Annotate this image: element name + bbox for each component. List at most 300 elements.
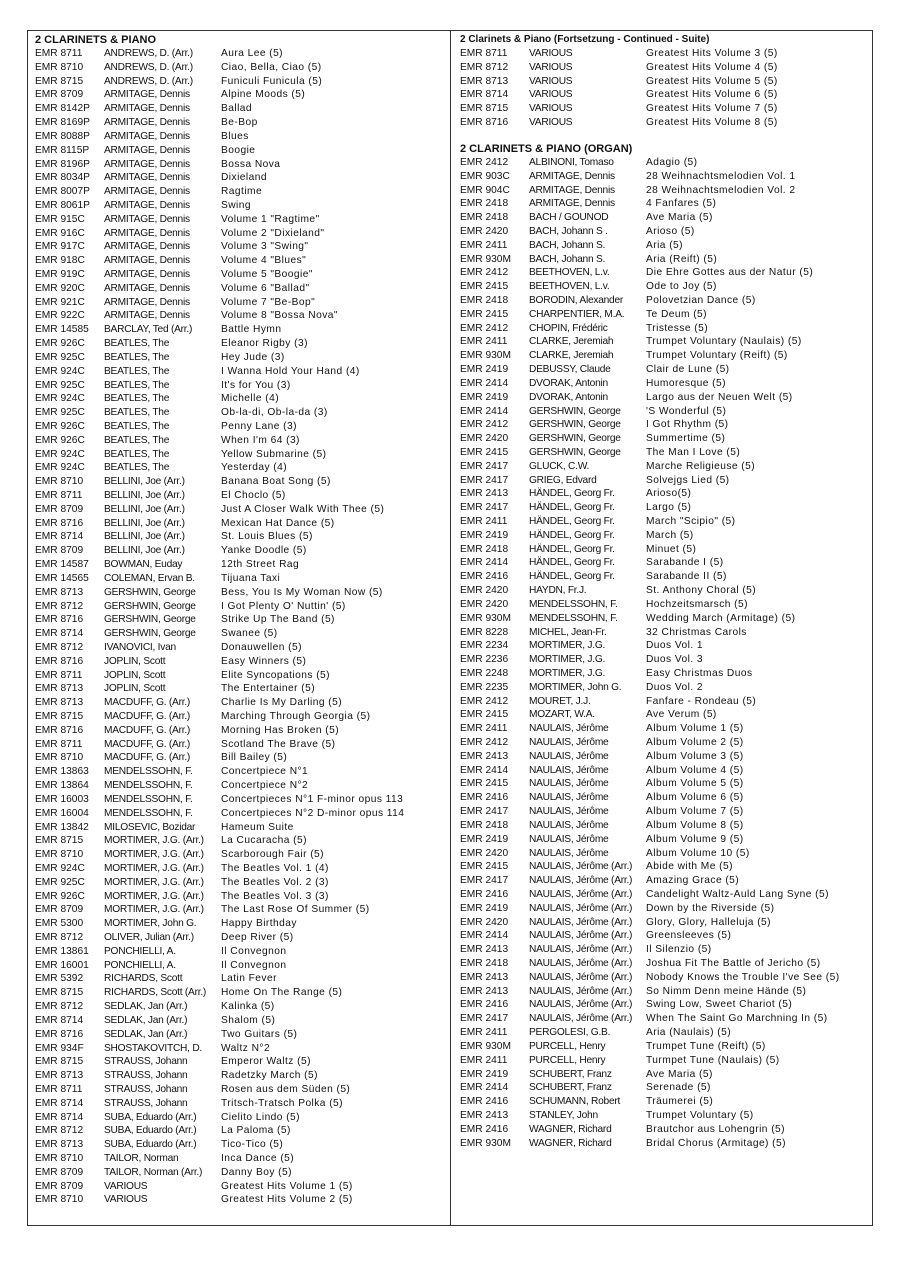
- composer: VARIOUS: [529, 61, 573, 73]
- work-title: Cielito Lindo (5): [221, 1111, 300, 1123]
- catalog-number: EMR 2412: [460, 419, 509, 431]
- catalog-number: EMR 8710: [35, 1194, 84, 1206]
- composer: GLUCK, C.W.: [529, 460, 590, 472]
- composer: ARMITAGE, Dennis: [104, 296, 190, 308]
- catalog-number: EMR 8713: [460, 75, 509, 87]
- composer: SCHUMANN, Robert: [529, 1096, 621, 1108]
- work-title: Te Deum (5): [646, 308, 707, 320]
- work-title: Summertime (5): [646, 433, 726, 445]
- work-title: Adagio (5): [646, 156, 698, 168]
- catalog-number: EMR 926C: [35, 890, 85, 902]
- composer: SEDLAK, Jan (Arr.): [104, 1028, 188, 1040]
- composer: BACH / GOUNOD: [529, 212, 609, 224]
- composer: NAULAIS, Jérôme (Arr.): [529, 985, 633, 997]
- work-title: Greensleeves (5): [646, 930, 732, 942]
- catalog-row: [35, 434, 445, 448]
- catalog-number: EMR 8710: [35, 61, 84, 73]
- catalog-row: [460, 708, 868, 722]
- work-title: Rosen aus dem Süden (5): [221, 1083, 351, 1095]
- composer: ARMITAGE, Dennis: [104, 255, 190, 267]
- catalog-number: EMR 2413: [460, 985, 509, 997]
- work-title: Bill Bailey (5): [221, 752, 288, 764]
- composer: CLARKE, Jeremiah: [529, 336, 614, 348]
- catalog-row: [460, 653, 868, 667]
- catalog-row: [460, 957, 868, 971]
- work-title: Nobody Knows the Trouble I've See (5): [646, 971, 840, 983]
- composer: ARMITAGE, Dennis: [104, 130, 190, 142]
- composer: BEATLES, The: [104, 407, 170, 419]
- catalog-row: [460, 1054, 868, 1068]
- catalog-row: [35, 710, 445, 724]
- catalog-row: [35, 61, 445, 75]
- catalog-row: [460, 1137, 868, 1151]
- catalog-number: EMR 2417: [460, 460, 509, 472]
- work-title: Album Volume 1 (5): [646, 723, 744, 735]
- catalog-number: EMR 2419: [460, 529, 509, 541]
- work-title: Album Volume 6 (5): [646, 792, 744, 804]
- catalog-row: [35, 544, 445, 558]
- composer: TAILOR, Norman: [104, 1153, 179, 1164]
- work-title: Sarabande II (5): [646, 571, 727, 583]
- work-title: Scotland The Brave (5): [221, 738, 336, 750]
- work-title: Clair de Lune (5): [646, 364, 730, 376]
- composer: BEATLES, The: [104, 448, 170, 460]
- catalog-number: EMR 8713: [35, 586, 84, 598]
- catalog-number: EMR 8713: [35, 683, 84, 695]
- catalog-row: [460, 460, 868, 474]
- catalog-number: EMR 2419: [460, 364, 509, 376]
- composer: MENDELSSOHN, F.: [104, 780, 193, 792]
- catalog-number: EMR 2418: [460, 198, 509, 210]
- catalog-number: EMR 2418: [460, 295, 509, 306]
- composer: NAULAIS, Jérôme (Arr.): [529, 916, 633, 928]
- catalog-number: EMR 2420: [460, 585, 509, 597]
- work-title: Morning Has Broken (5): [221, 724, 340, 736]
- composer: SEDLAK, Jan (Arr.): [104, 1001, 188, 1013]
- composer: BELLINI, Joe (Arr.): [104, 490, 185, 501]
- catalog-number: EMR 2411: [460, 1027, 508, 1039]
- catalog-row: [35, 1097, 445, 1111]
- section-title-organ: 2 CLARINETS & PIANO (ORGAN): [460, 142, 633, 155]
- catalog-row: [460, 902, 868, 916]
- catalog-row: [35, 392, 445, 406]
- catalog-number: EMR 13864: [35, 780, 89, 792]
- catalog-number: EMR 925C: [35, 407, 85, 419]
- catalog-row: [35, 475, 445, 489]
- composer: GERSHWIN, George: [529, 433, 621, 445]
- catalog-number: EMR 8034P: [35, 172, 90, 184]
- composer: NAULAIS, Jérôme: [529, 750, 609, 762]
- catalog-row: [35, 807, 445, 821]
- catalog-row: [35, 337, 445, 351]
- composer: DVORAK, Antonin: [529, 377, 608, 389]
- catalog-number: EMR 2414: [460, 764, 509, 776]
- composer: BEATLES, The: [104, 393, 170, 405]
- work-title: Easy Christmas Duos: [646, 667, 753, 679]
- catalog-row: [460, 253, 868, 267]
- composer: CHARPENTIER, M.A.: [529, 308, 625, 320]
- catalog-row: [35, 116, 445, 130]
- work-title: Volume 5 "Boogie": [221, 269, 313, 280]
- catalog-row: [35, 365, 445, 379]
- catalog-row: [460, 529, 868, 543]
- catalog-number: EMR 2412: [460, 267, 509, 279]
- composer: PONCHIELLI, A.: [104, 945, 176, 957]
- work-title: Down by the Riverside (5): [646, 902, 775, 914]
- catalog-row: [460, 695, 868, 709]
- catalog-number: EMR 2248: [460, 667, 509, 679]
- composer: GERSHWIN, George: [529, 405, 621, 417]
- catalog-number: EMR 2411: [460, 336, 508, 348]
- work-title: Duos Vol. 2: [646, 681, 704, 693]
- catalog-row: [460, 916, 868, 930]
- work-title: Brautchor aus Lohengrin (5): [646, 1123, 786, 1135]
- work-title: Concertpiece N°1: [221, 766, 309, 778]
- catalog-number: EMR 2415: [460, 308, 509, 320]
- catalog-number: EMR 8228: [460, 626, 509, 638]
- catalog-number: EMR 917C: [35, 241, 85, 253]
- composer: ARMITAGE, Dennis: [104, 241, 190, 253]
- work-title: Album Volume 4 (5): [646, 764, 744, 776]
- work-title: The Beatles Vol. 1 (4): [221, 862, 329, 874]
- work-title: When The Saint Go Marchning In (5): [646, 1013, 828, 1025]
- composer: BEATLES, The: [104, 462, 170, 474]
- catalog-row: [460, 736, 868, 750]
- composer: STRAUSS, Johann: [104, 1097, 188, 1109]
- catalog-row: [460, 639, 868, 653]
- work-title: Volume 4 "Blues": [221, 255, 307, 267]
- work-title: Waltz N°2: [221, 1042, 271, 1054]
- catalog-number: EMR 2417: [460, 502, 509, 514]
- catalog-row: [35, 876, 445, 890]
- catalog-number: EMR 926C: [35, 420, 85, 432]
- catalog-number: EMR 8709: [35, 545, 84, 557]
- work-title: Album Volume 8 (5): [646, 819, 744, 831]
- catalog-number: EMR 2416: [460, 1096, 509, 1108]
- work-title: Arioso(5): [646, 488, 692, 500]
- catalog-row: [35, 1180, 445, 1194]
- catalog-row: [35, 296, 445, 310]
- catalog-row: [35, 641, 445, 655]
- work-title: Greatest Hits Volume 3 (5): [646, 48, 778, 59]
- composer: ARMITAGE, Dennis: [104, 158, 190, 170]
- work-title: Bridal Chorus (Armitage) (5): [646, 1137, 786, 1149]
- catalog-row: [460, 1123, 868, 1137]
- catalog-row: [35, 240, 445, 254]
- catalog-number: EMR 2413: [460, 1109, 509, 1121]
- catalog-number: EMR 2420: [460, 916, 509, 928]
- work-title: I Got Plenty O' Nuttin' (5): [221, 600, 346, 612]
- work-title: Tritsch-Tratsch Polka (5): [221, 1097, 344, 1109]
- composer: ARMITAGE, Dennis: [104, 144, 190, 156]
- work-title: Hey Jude (3): [221, 351, 285, 363]
- work-title: Aria (Naulais) (5): [646, 1027, 732, 1039]
- catalog-row: [35, 600, 445, 614]
- work-title: Yellow Submarine (5): [221, 448, 327, 460]
- composer: MOURET, J.J.: [529, 695, 591, 707]
- composer: VARIOUS: [104, 1180, 148, 1192]
- catalog-row: [460, 847, 868, 861]
- composer: SUBA, Eduardo (Arr.): [104, 1125, 197, 1137]
- catalog-number: EMR 8714: [35, 1097, 84, 1109]
- work-title: Wedding March (Armitage) (5): [646, 612, 796, 624]
- composer: PURCELL, Henry: [529, 1054, 606, 1066]
- composer: MACDUFF, G. (Arr.): [104, 711, 191, 722]
- composer: NAULAIS, Jérôme: [529, 847, 609, 859]
- work-title: Penny Lane (3): [221, 420, 297, 432]
- catalog-number: EMR 2420: [460, 225, 509, 237]
- catalog-row: [460, 570, 868, 584]
- work-title: Aria (Reift) (5): [646, 253, 718, 265]
- composer: CHOPIN, Frédéric: [529, 322, 608, 334]
- composer: SEDLAK, Jan (Arr.): [104, 1014, 188, 1026]
- work-title: Concertpieces N°1 F-minor opus 113: [221, 793, 404, 805]
- catalog-number: EMR 930M: [460, 350, 511, 362]
- composer: ARMITAGE, Dennis: [104, 117, 190, 129]
- catalog-row: [460, 1109, 868, 1123]
- catalog-number: EMR 2415: [460, 446, 509, 458]
- composer: BEETHOVEN, L.v.: [529, 281, 610, 293]
- catalog-row: [35, 1166, 445, 1180]
- work-title: Home On The Range (5): [221, 987, 343, 999]
- catalog-number: EMR 8196P: [35, 158, 90, 170]
- catalog-number: EMR 8712: [35, 600, 84, 612]
- catalog-number: EMR 14585: [35, 324, 89, 336]
- composer: BEATLES, The: [104, 434, 170, 446]
- catalog-row: [35, 862, 445, 876]
- work-title: Volume 2 "Dixieland": [221, 227, 325, 239]
- composer: MORTIMER, J.G.: [529, 640, 606, 652]
- composer: BACH, Johann S.: [529, 253, 606, 265]
- composer: NAULAIS, Jérôme: [529, 764, 609, 776]
- catalog-number: EMR 924C: [35, 462, 85, 474]
- catalog-row: [35, 1069, 445, 1083]
- catalog-number: EMR 2411: [460, 239, 508, 251]
- catalog-row: [35, 517, 445, 531]
- catalog-row: [460, 308, 868, 322]
- catalog-number: EMR 916C: [35, 227, 85, 239]
- catalog-row: [35, 1111, 445, 1125]
- composer: MACDUFF, G. (Arr.): [104, 697, 191, 709]
- work-title: Trumpet Voluntary (5): [646, 1109, 754, 1121]
- catalog-row: [460, 777, 868, 791]
- composer: DEBUSSY, Claude: [529, 364, 611, 376]
- catalog-number: EMR 8715: [35, 987, 84, 999]
- catalog-row: [35, 1055, 445, 1069]
- composer: PERGOLESI, G.B.: [529, 1027, 611, 1039]
- work-title: March "Scipio" (5): [646, 516, 736, 527]
- catalog-row: [35, 669, 445, 683]
- catalog-number: EMR 8711: [35, 669, 83, 681]
- catalog-number: EMR 8715: [35, 1056, 84, 1068]
- work-title: La Cucaracha (5): [221, 835, 307, 847]
- catalog-row: [460, 211, 868, 225]
- catalog-number: EMR 903C: [460, 170, 510, 182]
- catalog-number: EMR 922C: [35, 310, 85, 322]
- composer: GERSHWIN, George: [529, 446, 621, 458]
- composer: BEATLES, The: [104, 365, 170, 377]
- catalog-number: EMR 8712: [460, 61, 509, 73]
- catalog-row: [460, 501, 868, 515]
- work-title: Volume 7 "Be-Bop": [221, 296, 316, 308]
- catalog-number: EMR 8712: [35, 641, 84, 653]
- catalog-number: EMR 8714: [460, 89, 509, 101]
- catalog-row: [35, 765, 445, 779]
- work-title: Candelight Waltz-Auld Lang Syne (5): [646, 888, 829, 900]
- composer: BARCLAY, Ted (Arr.): [104, 324, 193, 336]
- work-title: Amazing Grace (5): [646, 875, 740, 887]
- catalog-number: EMR 8716: [35, 1028, 84, 1040]
- catalog-row: [35, 572, 445, 586]
- catalog-number: EMR 925C: [35, 876, 85, 888]
- composer: VARIOUS: [529, 117, 573, 129]
- catalog-number: EMR 8712: [35, 1001, 84, 1013]
- composer: COLEMAN, Ervan B.: [104, 572, 195, 584]
- catalog-number: EMR 920C: [35, 282, 85, 294]
- work-title: Largo (5): [646, 502, 692, 514]
- composer: SCHUBERT, Franz: [529, 1068, 612, 1080]
- composer: NAULAIS, Jérôme (Arr.): [529, 930, 633, 942]
- composer: HÄNDEL, Georg Fr.: [529, 557, 615, 569]
- catalog-row: [35, 696, 445, 710]
- catalog-number: EMR 925C: [35, 379, 85, 391]
- catalog-row: [35, 1138, 445, 1152]
- catalog-number: EMR 13861: [35, 945, 89, 957]
- work-title: Michelle (4): [221, 393, 280, 405]
- work-title: The Last Rose Of Summer (5): [221, 904, 370, 916]
- composer: MORTIMER, J.G. (Arr.): [104, 835, 204, 847]
- catalog-row: [35, 1152, 445, 1166]
- catalog-row: [460, 1012, 868, 1026]
- work-title: Glory, Glory, Halleluja (5): [646, 916, 771, 928]
- catalog-number: EMR 930M: [460, 1040, 511, 1052]
- composer: MORTIMER, J.G.: [529, 654, 606, 666]
- catalog-number: EMR 2415: [460, 281, 509, 293]
- catalog-number: EMR 2411: [460, 723, 508, 735]
- composer: ANDREWS, D. (Arr.): [104, 61, 193, 73]
- composer: JOPLIN, Scott: [104, 669, 166, 681]
- catalog-row: [460, 239, 868, 253]
- catalog-number: EMR 8709: [35, 503, 84, 515]
- catalog-number: EMR 8711: [35, 490, 83, 501]
- catalog-number: EMR 915C: [35, 213, 85, 225]
- work-title: Largo aus der Neuen Welt (5): [646, 391, 793, 403]
- composer: HÄNDEL, Georg Fr.: [529, 488, 615, 500]
- work-title: Concertpieces N°2 D-minor opus 114: [221, 807, 405, 819]
- catalog-row: [460, 515, 868, 529]
- work-title: Album Volume 10 (5): [646, 847, 750, 859]
- catalog-row: [35, 448, 445, 462]
- composer: VARIOUS: [529, 89, 573, 101]
- catalog-row: [35, 724, 445, 738]
- catalog-row: [460, 1026, 868, 1040]
- composer: HÄNDEL, Georg Fr.: [529, 543, 615, 555]
- work-title: Duos Vol. 3: [646, 654, 704, 666]
- catalog-row: [460, 626, 868, 640]
- catalog-row: [35, 890, 445, 904]
- catalog-number: EMR 8061P: [35, 199, 90, 211]
- catalog-number: EMR 2411: [460, 516, 508, 527]
- catalog-row: [460, 598, 868, 612]
- catalog-row: [460, 487, 868, 501]
- catalog-number: EMR 2418: [460, 819, 509, 831]
- composer: MENDELSSOHN, F.: [104, 766, 193, 778]
- work-title: Emperor Waltz (5): [221, 1056, 311, 1068]
- composer: HÄNDEL, Georg Fr.: [529, 502, 615, 514]
- work-title: Swing: [221, 199, 251, 211]
- catalog-row: [35, 254, 445, 268]
- composer: MORTIMER, J.G. (Arr.): [104, 890, 204, 902]
- catalog-number: EMR 930M: [460, 612, 511, 624]
- catalog-number: EMR 2412: [460, 156, 509, 168]
- work-title: Ave Verum (5): [646, 709, 717, 721]
- catalog-row: [460, 750, 868, 764]
- catalog-row: [460, 88, 868, 102]
- catalog-row: [460, 943, 868, 957]
- catalog-number: EMR 2236: [460, 654, 509, 666]
- composer: GERSHWIN, George: [104, 586, 196, 598]
- catalog-number: EMR 918C: [35, 255, 85, 267]
- composer: NAULAIS, Jérôme (Arr.): [529, 888, 633, 900]
- catalog-row: [460, 543, 868, 557]
- catalog-row: [35, 586, 445, 600]
- catalog-row: [35, 682, 445, 696]
- catalog-number: EMR 8088P: [35, 130, 90, 142]
- work-title: Donauwellen (5): [221, 641, 302, 653]
- catalog-number: EMR 8716: [35, 724, 84, 736]
- work-title: Il Silenzio (5): [646, 944, 712, 956]
- work-title: Tijuana Taxi: [221, 572, 281, 584]
- catalog-row: [460, 584, 868, 598]
- catalog-row: [35, 75, 445, 89]
- catalog-number: EMR 8715: [35, 75, 84, 87]
- catalog-row: [35, 213, 445, 227]
- section-title-clarinets-piano: 2 CLARINETS & PIANO: [35, 34, 157, 46]
- catalog-number: EMR 2416: [460, 792, 509, 804]
- work-title: Danny Boy (5): [221, 1166, 292, 1178]
- composer: MORTIMER, John G.: [529, 681, 622, 693]
- composer: GRIEG, Edvard: [529, 474, 597, 486]
- catalog-number: EMR 8715: [460, 103, 509, 115]
- catalog-number: EMR 8712: [35, 932, 84, 943]
- catalog-row: [460, 612, 868, 626]
- composer: MACDUFF, G. (Arr.): [104, 724, 191, 736]
- catalog-number: EMR 2417: [460, 806, 509, 818]
- catalog-row: [460, 116, 868, 130]
- catalog-row: [460, 791, 868, 805]
- catalog-number: EMR 8115P: [35, 144, 90, 156]
- catalog-number: EMR 2411: [460, 1054, 508, 1066]
- work-title: Banana Boat Song (5): [221, 476, 331, 488]
- catalog-row: [460, 929, 868, 943]
- catalog-row: [35, 88, 445, 102]
- catalog-list: [460, 156, 868, 1151]
- catalog-row: [460, 971, 868, 985]
- catalog-number: EMR 924C: [35, 365, 85, 377]
- catalog-row: [460, 1040, 868, 1054]
- work-title: Joshua Fit The Battle of Jericho (5): [646, 958, 821, 969]
- catalog-number: EMR 8716: [35, 517, 84, 529]
- catalog-number: EMR 2417: [460, 474, 509, 486]
- composer: OLIVER, Julian (Arr.): [104, 932, 194, 943]
- catalog-number: EMR 2416: [460, 571, 509, 583]
- composer: MORTIMER, J.G.: [529, 667, 606, 679]
- composer: NAULAIS, Jérôme: [529, 737, 609, 748]
- work-title: La Paloma (5): [221, 1125, 291, 1137]
- composer: ARMITAGE, Dennis: [104, 269, 190, 280]
- catalog-row: [35, 323, 445, 337]
- catalog-row: [460, 75, 868, 89]
